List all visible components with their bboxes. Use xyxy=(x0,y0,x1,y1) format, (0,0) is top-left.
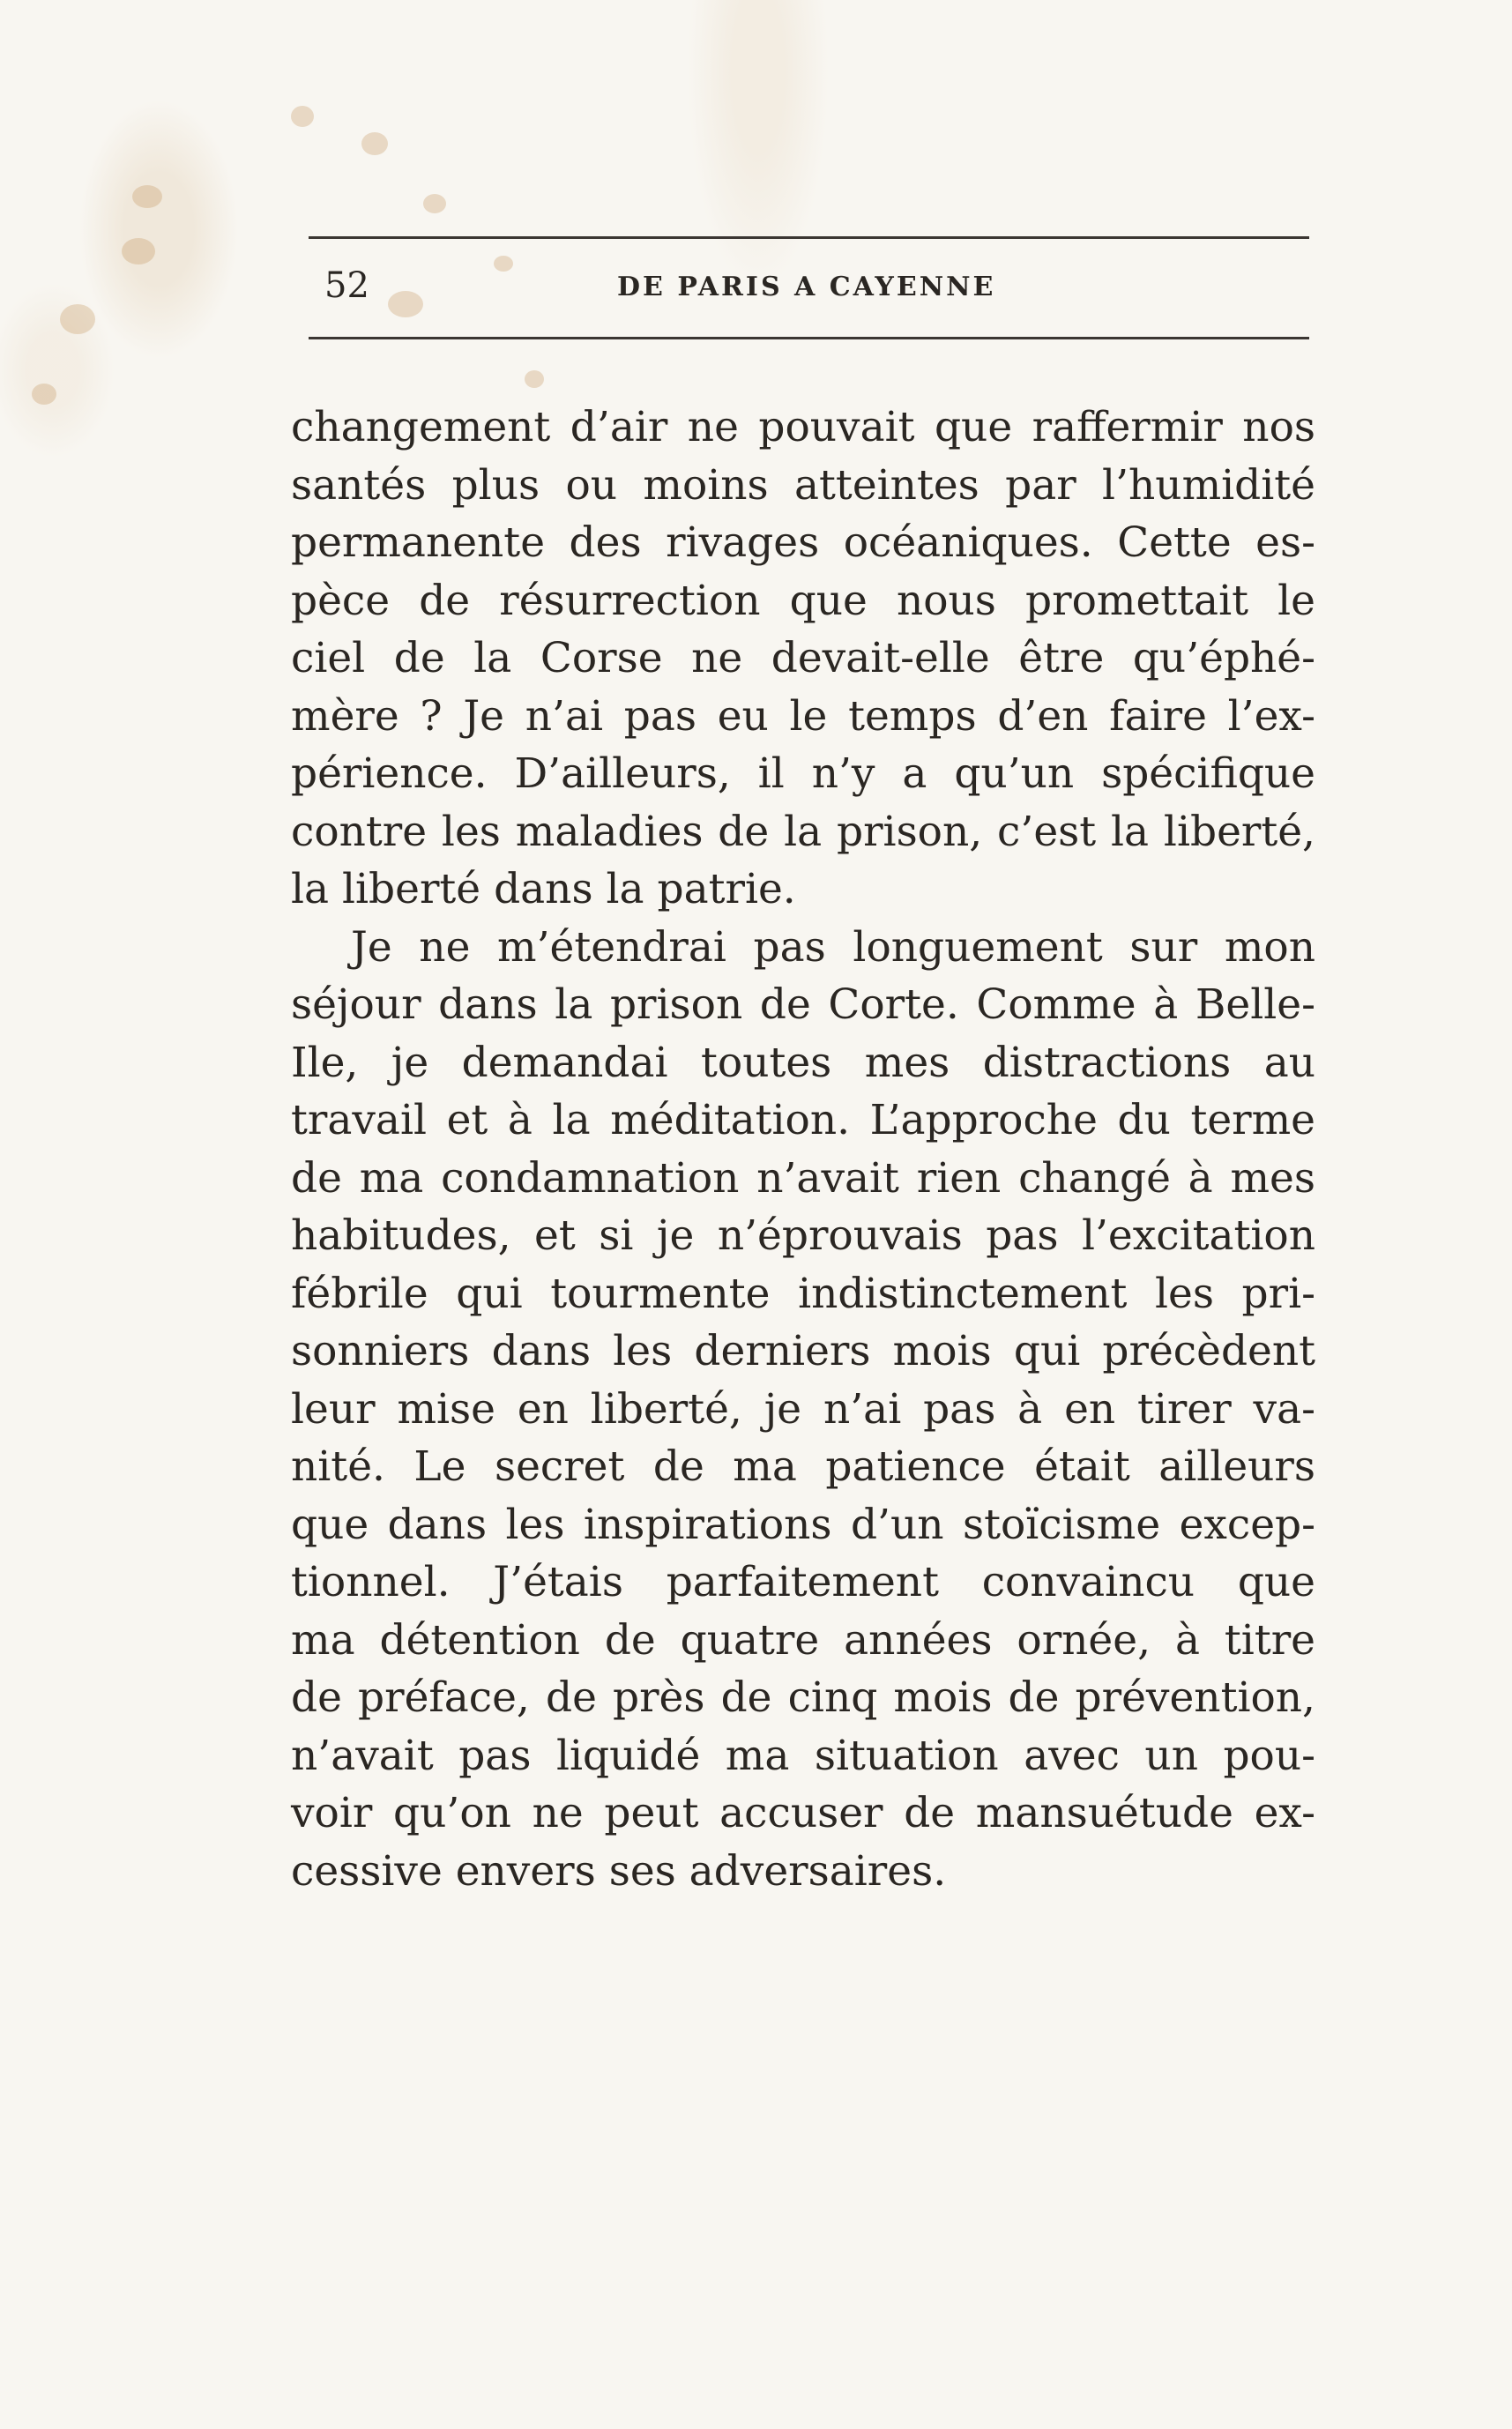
text-line: ma détention de quatre années ornée, à titre xyxy=(291,1615,1315,1665)
foxing-spot xyxy=(32,384,56,405)
foxing-spot xyxy=(291,106,314,127)
text-line: Ile, je demandai toutes mes distractions au xyxy=(291,1038,1315,1087)
text-line: séjour dans la prison de Corte. Comme à Belle- xyxy=(291,980,1315,1029)
text-line: santés plus ou moins atteintes par l’humidité xyxy=(291,460,1315,510)
text-line: pèce de résurrection que nous promettait le xyxy=(291,576,1315,625)
foxing-spot xyxy=(423,194,446,213)
text-line: changement d’air ne pouvait que raffermir nos xyxy=(291,403,1315,451)
header-rule-bottom xyxy=(309,337,1309,339)
foxing-spot xyxy=(60,304,95,334)
text-line: cessive envers ses adversaires. xyxy=(291,1846,947,1896)
text-line: de ma condamnation n’avait rien changé à mes xyxy=(291,1153,1315,1203)
text-line: habitudes, et si je n’éprouvais pas l’excitation xyxy=(291,1211,1315,1260)
text-line: de préface, de près de cinq mois de prévention, xyxy=(291,1673,1315,1722)
foxing-spot xyxy=(132,185,162,208)
text-line: mère ? Je n’ai pas eu le temps d’en faire l’ex- xyxy=(291,691,1315,741)
foxing-spot xyxy=(525,370,544,388)
text-line: sonniers dans les derniers mois qui précèdent xyxy=(291,1327,1315,1375)
running-title: DE PARIS A CAYENNE xyxy=(617,272,996,302)
header-rule-top xyxy=(309,236,1309,239)
body-text xyxy=(291,399,1315,1900)
text-line: voir qu’on ne peut accuser de mansuétude ex- xyxy=(291,1789,1315,1837)
text-line: que dans les inspirations d’un stoïcisme excep- xyxy=(291,1500,1315,1549)
text-line: n’avait pas liquidé ma situation avec un pou- xyxy=(291,1731,1315,1780)
foxing-spot xyxy=(122,238,155,265)
foxing-spot xyxy=(361,132,388,155)
text-line: nité. Le secret de ma patience était ailleurs xyxy=(291,1442,1315,1491)
page-number: 52 xyxy=(324,265,369,306)
text-line: travail et à la méditation. L’approche du terme xyxy=(291,1096,1315,1144)
text-line: tionnel. J’étais parfaitement convaincu que xyxy=(291,1558,1315,1606)
text-line: périence. D’ailleurs, il n’y a qu’un spécifique xyxy=(291,749,1315,798)
text-line: fébrile qui tourmente indistinctement les pri- xyxy=(291,1269,1315,1318)
text-line: permanente des rivages océaniques. Cette es- xyxy=(291,518,1315,567)
text-line: la liberté dans la patrie. xyxy=(291,865,796,913)
text-line: leur mise en liberté, je n’ai pas à en tirer va- xyxy=(291,1384,1315,1434)
running-head xyxy=(309,265,1309,317)
text-line: ciel de la Corse ne devait-elle être qu’éphé- xyxy=(291,634,1315,682)
text-line: contre les maladies de la prison, c’est la liberté, xyxy=(291,807,1315,856)
text-line: Je ne m’étendrai pas longuement sur mon xyxy=(351,922,1315,972)
